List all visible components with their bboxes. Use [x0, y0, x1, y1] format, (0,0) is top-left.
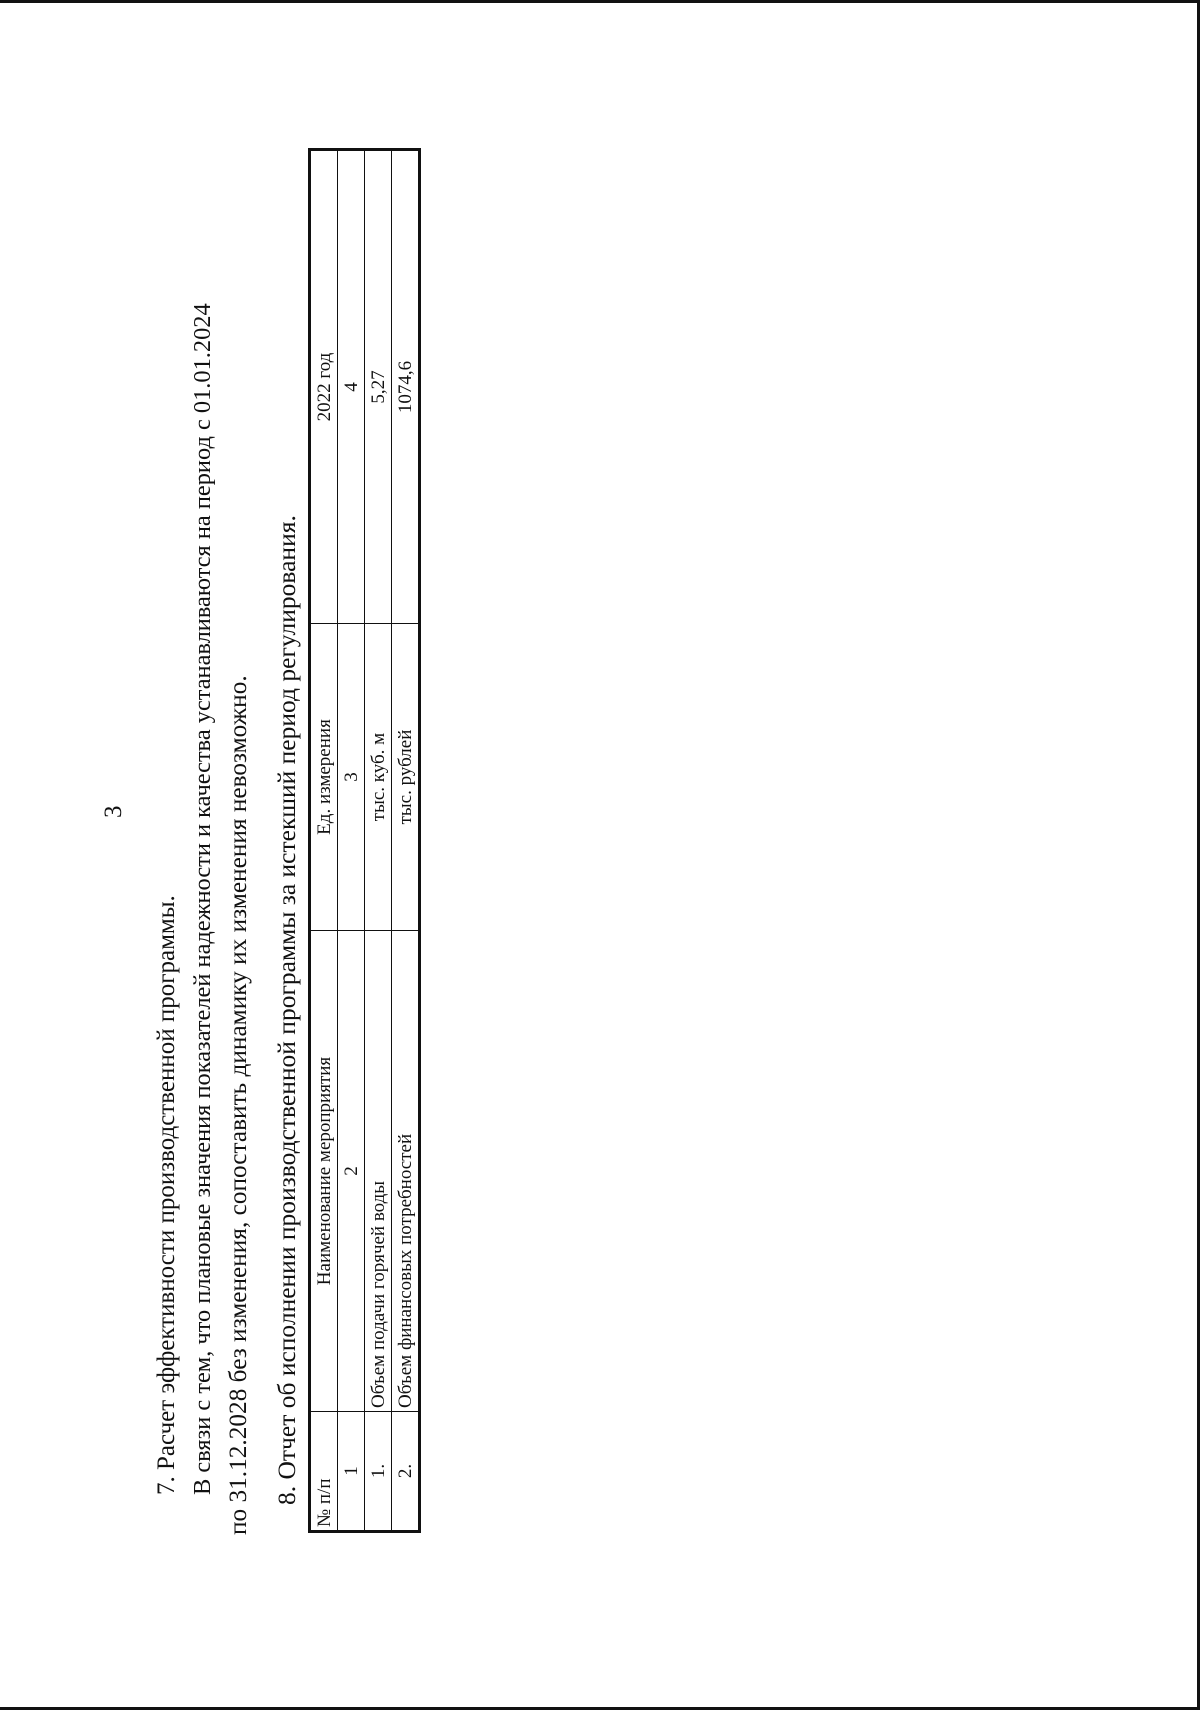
row-name-cell: Объем подачи горячей воды: [365, 931, 392, 1412]
report-table: [308, 148, 421, 1533]
header-cell-number: № п/п: [310, 1412, 338, 1532]
table-header-row: [310, 150, 338, 1532]
header-cell-year: 2022 год: [310, 150, 338, 624]
row-name-cell: Объем финансовых потребностей: [392, 931, 420, 1412]
row-value-cell: 1074,6: [392, 150, 420, 624]
row-number-cell: 1.: [365, 1412, 392, 1532]
header-cell-unit: Ед. измерения: [310, 624, 338, 931]
row-unit-cell: тыс. рублей: [392, 624, 420, 931]
column-number-cell: 1: [338, 1412, 365, 1532]
table-column-numbers-row: [338, 150, 365, 1532]
page-number: 3: [100, 805, 127, 818]
table-row: [365, 150, 392, 1532]
section-7-heading: 7. Расчет эффективности производственной программы.: [153, 895, 180, 1495]
header-cell-name: Наименование мероприятия: [310, 931, 338, 1412]
table-row: [392, 150, 420, 1532]
section-8-heading: 8. Отчет об исполнении производственной программы за истекший период регулирования.: [272, 515, 301, 1505]
row-value-cell: 5,27: [365, 150, 392, 624]
section-7-paragraph-line-1: В связи с тем, что плановые значения показателей надежности и качества устанавливаются на период с 01.01.2024: [189, 303, 216, 1495]
column-number-cell: 3: [338, 624, 365, 931]
column-number-cell: 2: [338, 931, 365, 1412]
row-number-cell: 2.: [392, 1412, 420, 1532]
row-unit-cell: тыс. куб. м: [365, 624, 392, 931]
column-number-cell: 4: [338, 150, 365, 624]
section-7-paragraph-line-2: по 31.12.2028 без изменения, сопоставить динамику их изменения невозможно.: [224, 675, 252, 1535]
